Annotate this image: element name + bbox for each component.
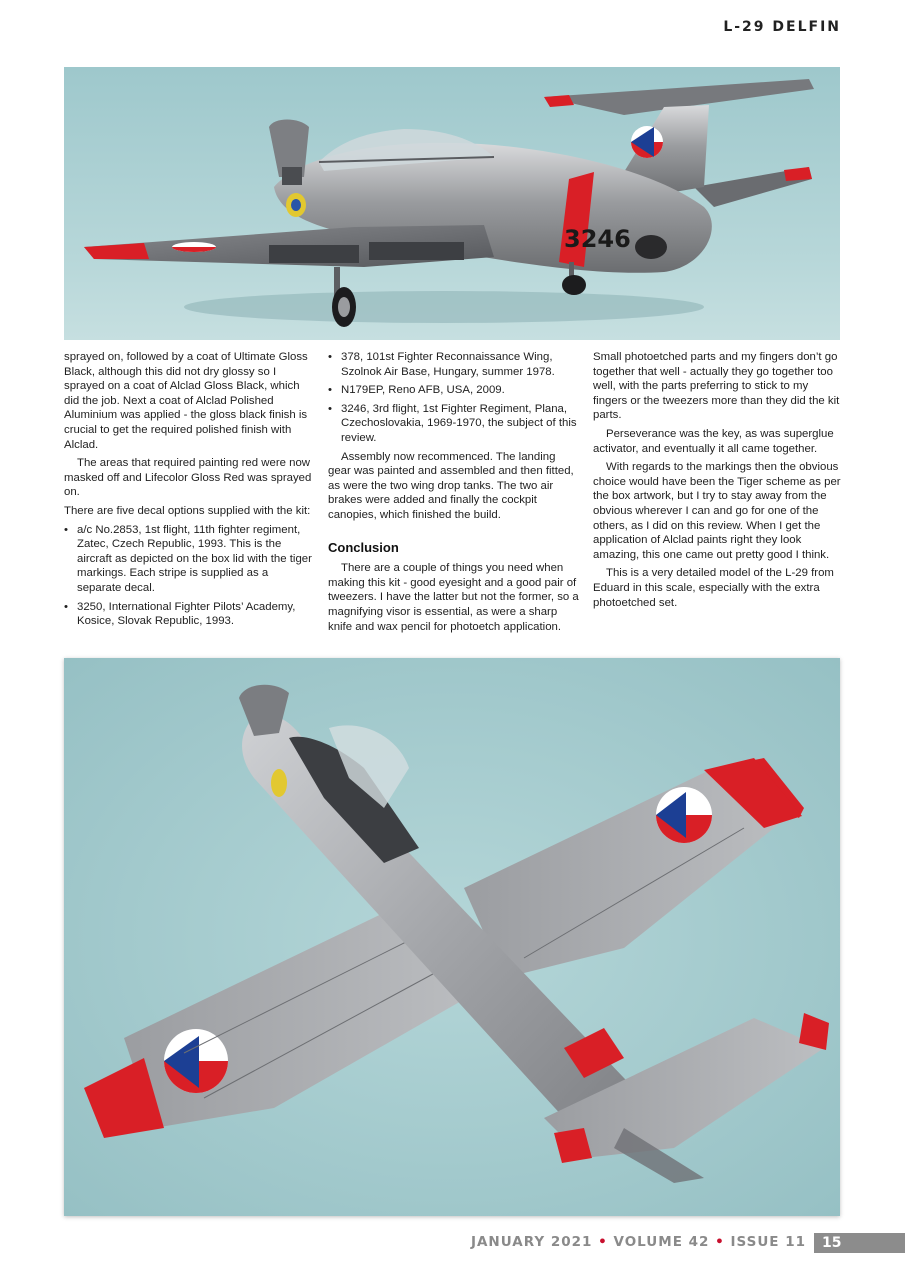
issue: ISSUE 11 [730, 1234, 806, 1250]
tail-number-3246: 3246 [564, 225, 631, 253]
text-column-2 [328, 350, 580, 638]
list-item: • 3250, International Fighter Pilots’ Academy, Kosice, Slovak Republic, 1993. [64, 600, 314, 629]
running-head: L-29 DELFIN [723, 19, 841, 35]
paragraph: sprayed on, followed by a coat of Ultimate Gloss Black, although this did not dry glossy so I sprayed on a coat of Alclad Gloss Black, which did the job. Next a coat of Alclad Polished Aluminium was applied - the gloss black finish is crucial to get the required polished finish with Alclad. [64, 351, 308, 451]
paragraph: Perseverance was the key, as was superglue activator, and eventually it all came together. [593, 427, 834, 455]
paragraph: There are a couple of things you need when making this kit - good eyesight and a good pair of tweezers. I have the latter but not the former, so a magnifying visor is essential, as were a sharp knife and wax pencil for photoetch application. [328, 562, 579, 633]
paragraph: With regards to the markings then the obvious choice would have been the Tiger scheme as per the box artwork, but I try to stay away from the obvious wherever I can and go for one of the others, as I did on this review. When I get the application of Alclad paints right they look amazing, this one came out pretty good I think. [593, 461, 841, 561]
page-number: 15 [814, 1233, 905, 1253]
month-year: JANUARY 2021 [470, 1234, 593, 1250]
separator-dot: • [715, 1234, 725, 1250]
page-footer [0, 1233, 905, 1253]
decal-options-list-continued [328, 350, 580, 446]
paragraph: The areas that required painting red were now masked off and Lifecolor Gloss Red was sprayed on. [64, 457, 312, 499]
list-item: • 3246, 3rd flight, 1st Fighter Regiment, Plana, Czechoslovakia, 1969-1970, the subject of this review. [328, 402, 580, 446]
text-column-1 [64, 350, 314, 633]
photo-l29-top-view [64, 658, 840, 1216]
decal-options-list [64, 523, 314, 629]
list-item: • N179EP, Reno AFB, USA, 2009. [328, 383, 580, 398]
paragraph: Assembly now recommenced. The landing gear was painted and assembled and then fitted, as were the two wing drop tanks. The two air brakes were added and finally the cockpit canopies, which finished the build. [328, 450, 574, 521]
volume: VOLUME 42 [613, 1234, 710, 1250]
section-heading-conclusion: Conclusion [328, 539, 399, 555]
list-item: • 378, 101st Fighter Reconnaissance Wing, Szolnok Air Base, Hungary, summer 1978. [328, 350, 580, 379]
text-column-3 [593, 350, 843, 614]
paragraph: Small photoetched parts and my fingers don’t go together that well - actually they go together too well, with the parts preferring to stick to my fingers or the tweezers more than they did the kit parts. [593, 351, 840, 422]
issue-info [471, 1234, 806, 1250]
list-item: • a/c No.2853, 1st flight, 11th fighter regiment, Zatec, Czech Republic, 1993. This is the aircraft as depicted on the box lid with the tiger markings. Each stripe is supplied as a separate decal. [64, 523, 314, 596]
paragraph: This is a very detailed model of the L-29 from Eduard in this scale, especially with the extra photoetched set. [593, 567, 834, 609]
photo-l29-side-view [64, 67, 840, 340]
separator-dot: • [598, 1234, 608, 1250]
paragraph: There are five decal options supplied with the kit: [64, 504, 311, 517]
